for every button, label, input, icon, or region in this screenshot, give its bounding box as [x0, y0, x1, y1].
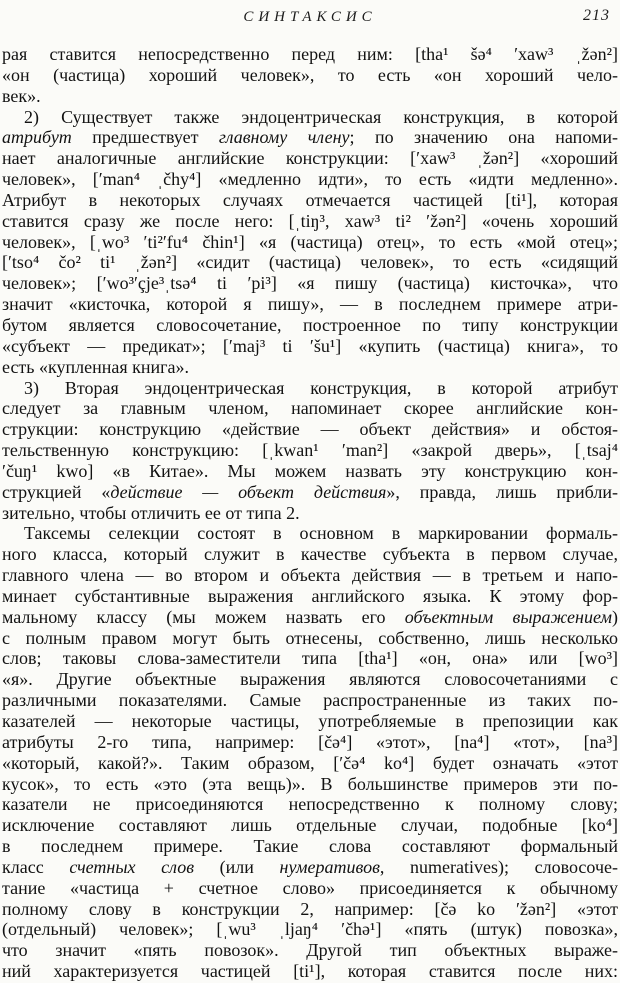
- text-segment: «я». Другие объектные выражения являются словосочетаниями с: [2, 669, 618, 690]
- text-segment: 3) Вторая эндоцентрическая конструкция, в которой атрибут: [24, 377, 618, 398]
- text-segment: ний характеризуется частицей [ti¹], которая ставится после них:: [2, 961, 618, 982]
- text-segment: есть «купленная книга».: [2, 356, 190, 377]
- text-line: [2, 86, 618, 107]
- text-line: [2, 940, 618, 961]
- running-title: СИНТАКСИС: [243, 9, 377, 25]
- text-line: [2, 107, 618, 128]
- text-segment: (или: [194, 856, 280, 877]
- text-segment: полному слову в конструкции 2, например: [čə ko ′žən²] «этот: [2, 898, 618, 919]
- text-segment: «субъект — предикат»; [′maj³ ti ′šu¹] «купить (частица) книга», то: [2, 335, 618, 356]
- text-segment: мальному классу (мы можем назвать его: [2, 606, 405, 627]
- page-number: 213: [583, 7, 610, 24]
- text-segment: ′čuŋ¹ kwo] «в Китае». Мы можем назвать эту конструкцию кон-: [2, 460, 618, 481]
- text-segment: главного члена — во втором и объекта действия — в третьем и напо-: [2, 565, 618, 586]
- text-segment: 2) Существует также эндоцентрическая конструкция, в которой: [24, 106, 618, 127]
- text-line: [2, 878, 618, 899]
- text-segment: тельственную конструкцию: [ˌkwan¹ ′man²] «закрой дверь», [ˌtsaj⁴: [2, 440, 618, 461]
- text-segment: [′tso⁴ čo² ti¹ ˌžən²] «сидит (частица) человек», то есть «сидящий: [2, 252, 618, 273]
- text-line: [2, 398, 618, 419]
- text-segment: «он (частица) хороший человек», то есть «он хороший чело-: [2, 64, 618, 85]
- text-line: [2, 357, 618, 378]
- text-line: [2, 315, 618, 336]
- text-line: [2, 794, 618, 815]
- text-line: [2, 294, 618, 315]
- text-segment: нает аналогичные английские конструкции: [′xaw³ ˌžən²] «хороший: [2, 148, 618, 169]
- text-line: [2, 336, 618, 357]
- text-segment: тание «частица + счетное слово» присоединяется к обычному: [2, 877, 618, 898]
- text-line: [2, 127, 618, 148]
- text-line: [2, 419, 618, 440]
- text-line: [2, 65, 618, 86]
- text-line: [2, 211, 618, 232]
- text-line: [2, 899, 618, 920]
- text-line: [2, 628, 618, 649]
- text-segment: класс: [2, 856, 70, 877]
- text-line: [2, 732, 618, 753]
- italic-text-segment: нумеративов: [279, 856, 380, 877]
- text-segment: бутом является словосочетание, построенное по типу конструкции: [2, 314, 618, 335]
- text-segment: струкции: конструкцию «действие — объект действия» и обстоя-: [2, 419, 618, 440]
- text-segment: «который, какой?». Таким образом, [′čə⁴ ko⁴] будет означать «этот: [2, 752, 618, 773]
- text-segment: человек», [ˌwo³ ′ti²′fu⁴ čhin¹] «я (частица) отец», то есть «мой отец»;: [2, 231, 618, 252]
- text-line: [2, 669, 618, 690]
- text-segment: казатели не присоединяются непосредственно к полному слову;: [2, 794, 618, 815]
- text-segment: кусок», то есть «это (эта вещь)». В большинстве примеров эти по-: [2, 773, 618, 794]
- text-line: [2, 440, 618, 461]
- text-line: [2, 148, 618, 169]
- text-line: [2, 378, 618, 399]
- text-line: [2, 857, 618, 878]
- text-line: [2, 461, 618, 482]
- text-segment: казателей — некоторые частицы, употребляемые в препозиции как: [2, 711, 618, 731]
- text-line: [2, 232, 618, 253]
- italic-text-segment: действие — объект действия: [110, 481, 387, 502]
- text-segment: зительно, чтобы отличить ее от типа 2.: [2, 502, 300, 523]
- paragraph: [2, 378, 618, 524]
- text-line: [2, 273, 618, 294]
- text-segment: ного класса, который служит в качестве субъекта в первом случае,: [2, 544, 618, 565]
- text-segment: предшествует: [71, 127, 219, 148]
- text-line: [2, 753, 618, 774]
- text-line: [2, 919, 618, 940]
- text-segment: с полным правом могут быть отнесены, собственно, лишь несколько: [2, 627, 618, 648]
- text-line: [2, 648, 618, 669]
- text-segment: ; по значению она напоми-: [349, 127, 618, 148]
- text-segment: слов; таковы слова-заместители типа [tha¹] «он, она» или [wo³]: [2, 648, 618, 669]
- text-segment: значит «кисточка, которой я пишу», — в последнем примере атри-: [2, 294, 618, 315]
- text-line: [2, 544, 618, 565]
- text-line: [2, 44, 618, 65]
- text-segment: век».: [2, 85, 41, 106]
- italic-text-segment: объектным выражением: [404, 606, 612, 627]
- text-segment: (отдельный) человек»; [ˌwu³ ˌljaŋ⁴ ′čhə¹] «пять (штук) повозка»,: [2, 919, 618, 940]
- text-line: [2, 961, 618, 982]
- text-line: [2, 169, 618, 190]
- text-line: [2, 586, 618, 607]
- text-line: [2, 252, 618, 273]
- italic-text-segment: атрибут: [2, 127, 72, 148]
- text-segment: человек», [′man⁴ ˌčhy⁴] «медленно идти», то есть «идти медленно».: [2, 169, 618, 190]
- text-segment: Атрибут в некоторых случаях отмечается частицей [ti¹], которая: [2, 189, 618, 210]
- text-line: [2, 523, 618, 544]
- text-segment: в последнем примере. Такие слова составляют формальный: [2, 836, 618, 857]
- text-segment: атрибуты 2-го типа, например: [čə⁴] «этот», [na⁴] «тот», [na³]: [2, 731, 618, 752]
- text-segment: ставится сразу же после него: [ˌtiŋ³, xaw³ ti² ′žən²] «очень хороший: [2, 210, 618, 231]
- text-line: [2, 690, 618, 711]
- text-line: [2, 190, 618, 211]
- text-segment: ): [612, 606, 618, 627]
- text-line: [2, 482, 618, 503]
- text-segment: следует за главным членом, напоминает скорее английские кон-: [2, 398, 618, 419]
- text-segment: минает субстантивные выражения английского языка. К этому фор-: [2, 585, 618, 606]
- paragraph: [2, 107, 618, 378]
- text-line: [2, 815, 618, 836]
- text-line: [2, 711, 618, 732]
- text-segment: что значит «пять повозок». Другой тип объектных выраже-: [2, 940, 618, 961]
- italic-text-segment: счетных слов: [69, 856, 195, 877]
- text-segment: рая ставится непосредственно перед ним: [tha¹ šə⁴ ′xaw³ ˌžən²]: [2, 44, 618, 64]
- text-segment: различными показателями. Самые распространенные из таких по-: [2, 690, 618, 711]
- italic-text-segment: главному члену: [218, 127, 350, 148]
- text-line: [2, 607, 618, 628]
- text-line: [2, 774, 618, 795]
- text-segment: , numeratives); словосоче-: [379, 856, 618, 877]
- text-segment: исключение составляют лишь отдельные случаи, подобные [ko⁴]: [2, 815, 618, 836]
- text-line: [2, 503, 618, 524]
- page-header: [2, 9, 618, 29]
- paragraph: [2, 523, 618, 982]
- text-line: [2, 836, 618, 857]
- text-segment: Таксемы селекции состоят в основном в маркировании формаль-: [24, 523, 618, 544]
- page-body: [2, 44, 618, 982]
- text-segment: струкцией «: [2, 481, 111, 502]
- text-line: [2, 565, 618, 586]
- text-segment: », правда, лишь прибли-: [386, 481, 618, 502]
- paragraph: [2, 44, 618, 107]
- text-segment: человек»; [′wo³′çje³ˌtsə⁴ ti ′pi³] «я пишу (частица) кисточка», что: [2, 273, 618, 294]
